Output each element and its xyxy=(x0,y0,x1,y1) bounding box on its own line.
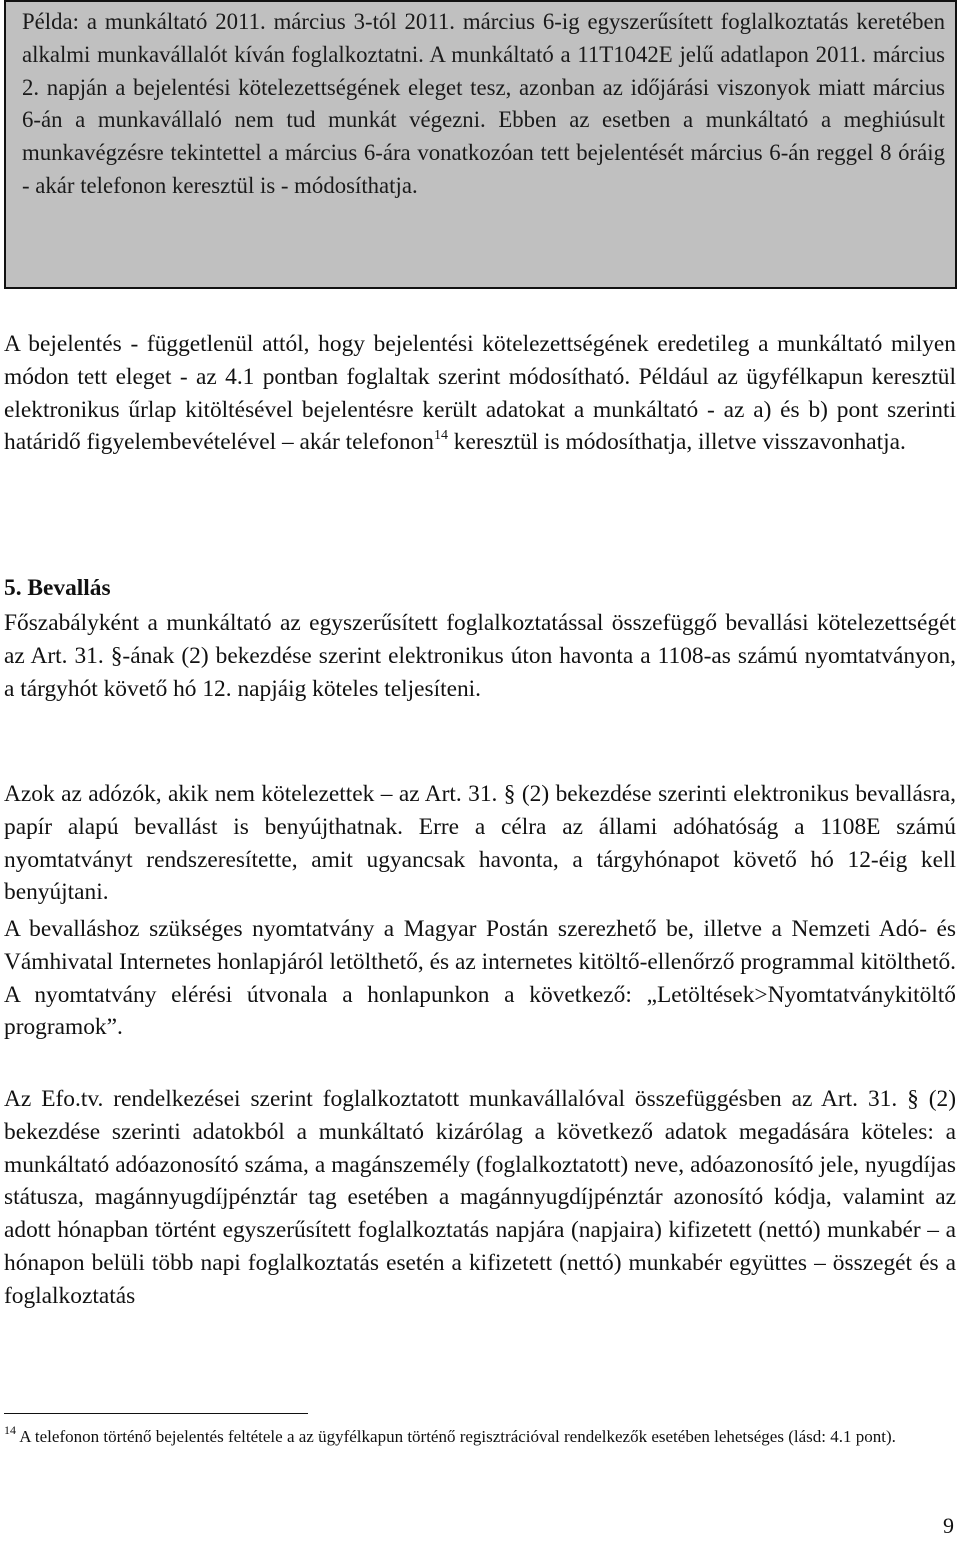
paragraph-text-part1: A bejelentés - függetlenül attól, hogy bejelentési kötelezettségének eredetileg a munkáltató milyen módon tett eleget - az 4.1 pontban foglaltak szerint módosítható. Például az ügyfélkapun keresztül elektronikus űrlap kitöltésével bejelentésre került adatokat a munkáltató - az a) és b) pont szerinti határidő figyelembevételével – akár telefonon xyxy=(4,331,956,456)
paragraph-text xyxy=(4,328,956,459)
paragraph-text: A bevalláshoz szükséges nyomtatvány a Magyar Postán szerezhető be, illetve a Nemzeti Adó- és Vámhivatal Internetes honlapjáról letölthető, és az internetes kitöltő-ellenőrző programmal kitölthető. A nyomtatvány elérési útvonala a honlapunkon a következő: „Letöltések>Nyomtatványkitöltő programok”. xyxy=(4,916,956,1041)
footnote-text: A telefonon történő bejelentés feltétele a az ügyfélkapun történő regisztrációval rendelkezők esetében lehetséges (lásd: 4.1 pont). xyxy=(16,1427,896,1446)
paragraph-form-availability xyxy=(4,913,956,1044)
section-heading xyxy=(4,573,111,603)
paragraph-efo-data xyxy=(4,1083,956,1313)
example-text: Példa: a munkáltató 2011. március 3-tól 2011. március 6-ig egyszerűsített foglalkoztatás keretében alkalmi munkavállalót kíván foglalkoztatni. A munkáltató a 11T1042E jelű adatlapon 2011. március 2. napján a bejelentési kötelezettségének eleget tesz, azonban az időjárási viszonyok miatt március 6-án a munkavállaló nem tud munkát végezni. Ebben az esetben a munkáltató a meghiúsult munkavégzésre tekintettel a március 6-ára vonatkozóan tett bejelentését március 6-án reggel 8 óráig - akár telefonon keresztül is - módosíthatja. xyxy=(22,9,945,198)
footnote-reference[interactable]: 14 xyxy=(433,428,448,444)
footnote-number: 14 xyxy=(4,1423,16,1437)
page-number: 9 xyxy=(943,1513,954,1538)
example-box xyxy=(4,0,957,289)
paragraph-text: Az Efo.tv. rendelkezései szerint foglalkoztatott munkavállalóval összefüggésben az Art. 31. § (2) bekezdése szerinti adatokból a munkáltató kizárólag a következő adatok megadására köteles: a munkáltató adóazonosító száma, a magánszemély (foglalkoztatott) neve, adóazonosító jele, nyugdíjas státusza, magánnyugdíjpénztár tag esetében a magánnyugdíjpénztár azonosító kódja, valamint az adott hónapban történt egyszerűsített foglalkoztatás napjára (napjaira) kifizetett (nettó) munkabér – a hónapon belüli több napi foglalkoztatás esetén a kifizetett (nettó) munkabér együttes – összegét és a foglalkoztatás xyxy=(4,1086,956,1309)
paragraph-paper-return xyxy=(4,778,956,909)
paragraph-main-rule xyxy=(4,607,956,705)
paragraph-modification xyxy=(4,328,956,459)
paragraph-text: Főszabályként a munkáltató az egyszerűsített foglalkoztatással összefüggő bevallási kötelezettségét az Art. 31. §-ának (2) bekezdése szerint elektronikus úton havonta a 1108-as számú nyomtatványon, a tárgyhót követő hó 12. napjáig köteles teljesíteni. xyxy=(4,610,956,702)
paragraph-text: Azok az adózók, akik nem kötelezettek – az Art. 31. § (2) bekezdése szerinti elektronikus bevallásra, papír alapú bevallást is benyújthatnak. Erre a célra az állami adóhatóság a 1108E számú nyomtatványt rendszeresítette, amit ugyancsak havonta, a tárgyhónapot követő hó 12-éig kell benyújtani. xyxy=(4,781,956,906)
footnote xyxy=(4,1424,956,1450)
section-title: Bevallás xyxy=(27,575,111,601)
footnote-divider xyxy=(4,1413,308,1414)
section-number: 5. xyxy=(4,575,22,601)
paragraph-text-part2: keresztül is módosíthatja, illetve visszavonhatja. xyxy=(447,429,906,456)
